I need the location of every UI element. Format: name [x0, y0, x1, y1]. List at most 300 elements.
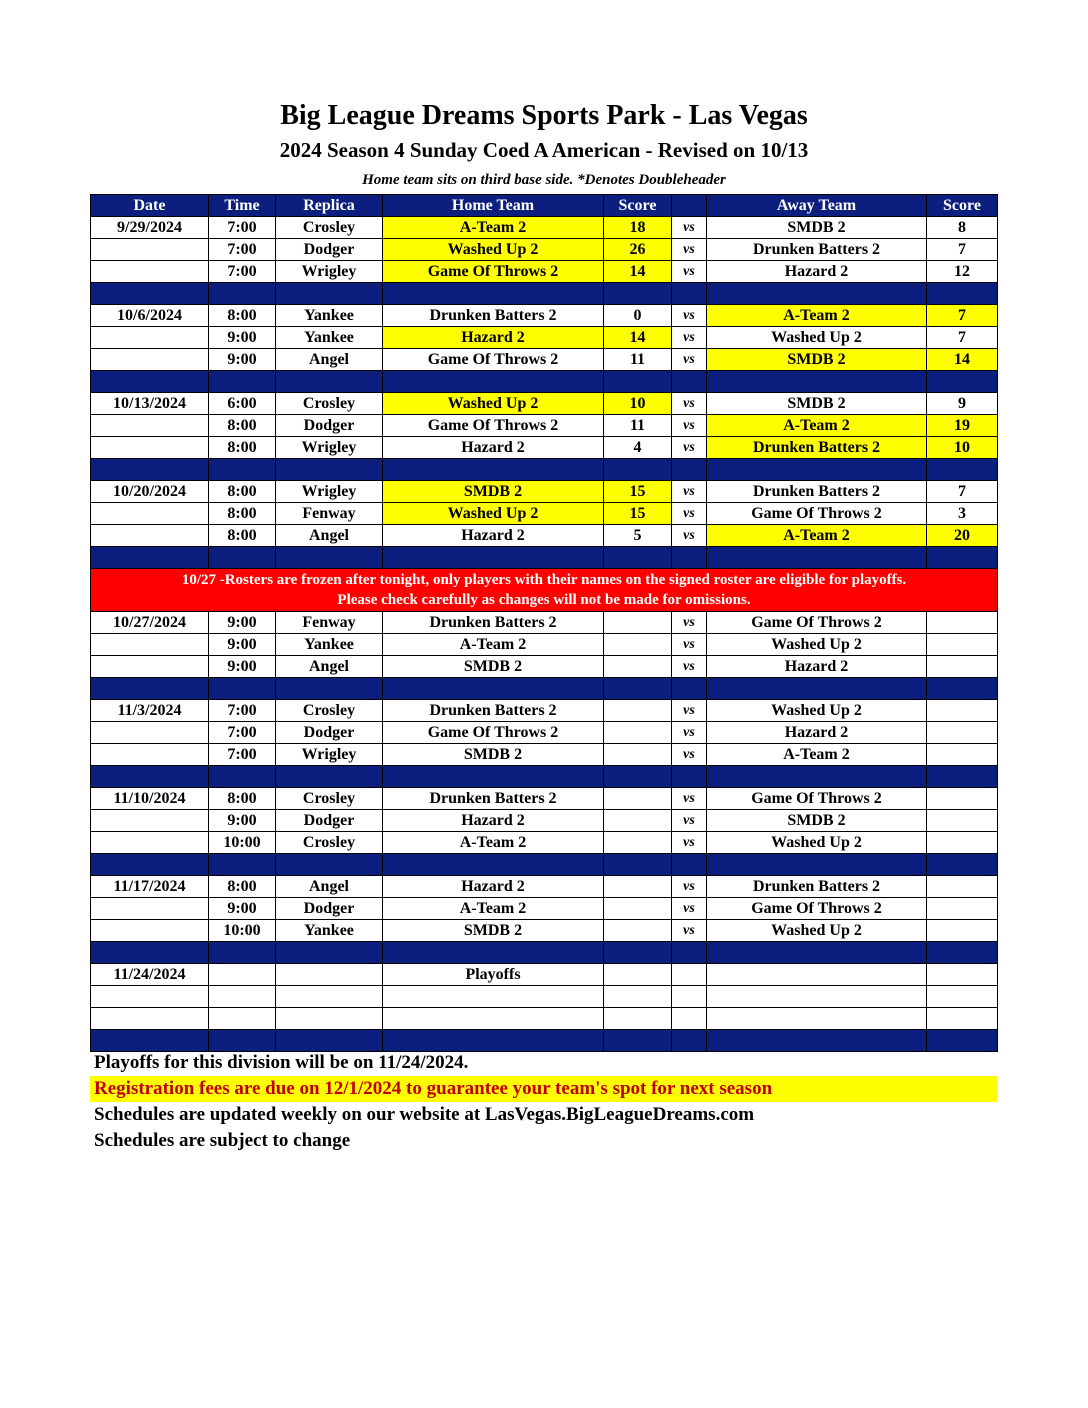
separator-cell	[672, 1030, 707, 1052]
home-score-cell	[604, 744, 672, 766]
time-cell: 7:00	[209, 744, 276, 766]
replica-cell: Crosley	[276, 700, 383, 722]
separator-cell	[707, 459, 927, 481]
vs-cell: vs	[672, 612, 707, 634]
separator-cell	[672, 547, 707, 569]
separator-cell	[604, 283, 672, 305]
separator-cell	[91, 1030, 209, 1052]
vs-cell: vs	[672, 503, 707, 525]
roster-notice	[91, 569, 998, 612]
page-subtitle: 2024 Season 4 Sunday Coed A American - Revised on 10/13	[279, 138, 809, 162]
time-cell: 8:00	[209, 876, 276, 898]
footer-playoffs	[90, 1050, 997, 1076]
col-header-home-team: Home Team	[383, 195, 604, 217]
time-cell: 8:00	[209, 437, 276, 459]
vs-cell: vs	[672, 305, 707, 327]
game-row	[91, 349, 998, 371]
home-team-cell: SMDB 2	[383, 920, 604, 942]
separator-cell	[276, 678, 383, 700]
home-score-cell: 26	[604, 239, 672, 261]
game-row	[91, 393, 998, 415]
separator-cell	[672, 283, 707, 305]
separator-cell	[672, 371, 707, 393]
date-cell	[91, 634, 209, 656]
separator-cell	[707, 547, 927, 569]
away-team-cell: A-Team 2	[707, 305, 927, 327]
separator-cell	[276, 766, 383, 788]
separator-cell	[383, 371, 604, 393]
away-score-cell	[927, 876, 998, 898]
home-score-cell: 0	[604, 305, 672, 327]
home-team-cell: SMDB 2	[383, 744, 604, 766]
time-cell: 7:00	[209, 700, 276, 722]
home-score-cell	[604, 722, 672, 744]
home-score-cell	[604, 700, 672, 722]
replica-cell: Angel	[276, 525, 383, 547]
replica-cell: Fenway	[276, 612, 383, 634]
separator-cell	[383, 459, 604, 481]
away-score-cell: 8	[927, 217, 998, 239]
game-row	[91, 327, 998, 349]
replica-cell: Wrigley	[276, 261, 383, 283]
footer-website	[90, 1102, 997, 1128]
game-row	[91, 744, 998, 766]
home-team-cell: Game Of Throws 2	[383, 349, 604, 371]
footer-registration	[90, 1076, 997, 1102]
separator-cell	[927, 547, 998, 569]
game-row	[91, 525, 998, 547]
time-cell: 7:00	[209, 239, 276, 261]
away-team-cell: Game Of Throws 2	[707, 788, 927, 810]
vs-cell: vs	[672, 393, 707, 415]
away-score-cell: 19	[927, 415, 998, 437]
separator-cell	[276, 942, 383, 964]
vs-cell	[672, 1008, 707, 1030]
home-team-cell: Hazard 2	[383, 876, 604, 898]
separator-cell	[707, 942, 927, 964]
date-cell	[91, 437, 209, 459]
separator-cell	[707, 283, 927, 305]
separator-cell	[383, 1030, 604, 1052]
replica-cell: Yankee	[276, 327, 383, 349]
home-team-cell: Hazard 2	[383, 525, 604, 547]
vs-cell: vs	[672, 525, 707, 547]
away-team-cell: A-Team 2	[707, 415, 927, 437]
separator-row	[91, 854, 998, 876]
away-score-cell: 12	[927, 261, 998, 283]
separator-cell	[707, 371, 927, 393]
away-score-cell	[927, 920, 998, 942]
replica-cell: Angel	[276, 656, 383, 678]
game-row	[91, 217, 998, 239]
vs-cell: vs	[672, 481, 707, 503]
home-team-cell: Playoffs	[383, 964, 604, 986]
home-score-cell: 15	[604, 503, 672, 525]
separator-cell	[276, 459, 383, 481]
separator-cell	[927, 766, 998, 788]
home-score-cell: 15	[604, 481, 672, 503]
vs-cell	[672, 986, 707, 1008]
game-row	[91, 898, 998, 920]
home-score-cell	[604, 920, 672, 942]
time-cell: 8:00	[209, 788, 276, 810]
home-team-cell: Drunken Batters 2	[383, 788, 604, 810]
time-cell: 8:00	[209, 415, 276, 437]
date-cell: 11/24/2024	[91, 964, 209, 986]
game-row	[91, 437, 998, 459]
home-score-cell: 18	[604, 217, 672, 239]
separator-cell	[383, 678, 604, 700]
home-score-cell: 5	[604, 525, 672, 547]
separator-cell	[672, 854, 707, 876]
replica-cell: Yankee	[276, 920, 383, 942]
date-cell: 11/17/2024	[91, 876, 209, 898]
time-cell	[209, 986, 276, 1008]
separator-cell	[672, 678, 707, 700]
date-cell	[91, 503, 209, 525]
home-team-cell: Drunken Batters 2	[383, 700, 604, 722]
separator-cell	[604, 459, 672, 481]
footer-registration-text: Registration fees are due on 12/1/2024 to guarantee your team's spot for next season	[94, 1078, 773, 1099]
vs-cell: vs	[672, 876, 707, 898]
away-score-cell	[927, 964, 998, 986]
away-team-cell: SMDB 2	[707, 393, 927, 415]
separator-cell	[604, 1030, 672, 1052]
away-team-cell: Washed Up 2	[707, 634, 927, 656]
separator-cell	[209, 942, 276, 964]
replica-cell: Dodger	[276, 722, 383, 744]
home-score-cell	[604, 986, 672, 1008]
away-team-cell: Drunken Batters 2	[707, 481, 927, 503]
separator-cell	[209, 283, 276, 305]
separator-cell	[91, 854, 209, 876]
vs-cell: vs	[672, 437, 707, 459]
date-cell	[91, 327, 209, 349]
vs-cell: vs	[672, 810, 707, 832]
away-team-cell: SMDB 2	[707, 810, 927, 832]
vs-cell: vs	[672, 832, 707, 854]
time-cell: 9:00	[209, 327, 276, 349]
home-team-cell: Game Of Throws 2	[383, 722, 604, 744]
separator-row	[91, 547, 998, 569]
separator-cell	[927, 678, 998, 700]
date-cell	[91, 239, 209, 261]
time-cell: 8:00	[209, 525, 276, 547]
home-team-cell	[383, 1008, 604, 1030]
game-row	[91, 481, 998, 503]
away-team-cell: Game Of Throws 2	[707, 898, 927, 920]
away-score-cell	[927, 810, 998, 832]
away-score-cell	[927, 612, 998, 634]
game-row	[91, 239, 998, 261]
date-cell	[91, 986, 209, 1008]
game-row	[91, 634, 998, 656]
away-team-cell: Washed Up 2	[707, 920, 927, 942]
separator-cell	[276, 371, 383, 393]
game-row	[91, 810, 998, 832]
game-row	[91, 415, 998, 437]
away-score-cell: 7	[927, 327, 998, 349]
home-score-cell: 14	[604, 261, 672, 283]
separator-row	[91, 678, 998, 700]
col-header-vs	[672, 195, 707, 217]
away-score-cell	[927, 986, 998, 1008]
vs-cell: vs	[672, 788, 707, 810]
time-cell: 9:00	[209, 612, 276, 634]
footer-website-text: Schedules are updated weekly on our website at LasVegas.BigLeagueDreams.com	[94, 1104, 755, 1125]
away-team-cell: Washed Up 2	[707, 700, 927, 722]
separator-cell	[604, 942, 672, 964]
date-cell: 11/10/2024	[91, 788, 209, 810]
separator-cell	[209, 371, 276, 393]
home-score-cell: 11	[604, 349, 672, 371]
game-row	[91, 876, 998, 898]
away-score-cell	[927, 898, 998, 920]
schedule-table	[90, 194, 998, 1052]
separator-cell	[276, 547, 383, 569]
time-cell: 9:00	[209, 810, 276, 832]
time-cell	[209, 1008, 276, 1030]
away-team-cell: Game Of Throws 2	[707, 612, 927, 634]
vs-cell: vs	[672, 634, 707, 656]
vs-cell: vs	[672, 415, 707, 437]
date-cell	[91, 898, 209, 920]
vs-cell: vs	[672, 700, 707, 722]
separator-cell	[672, 459, 707, 481]
vs-cell: vs	[672, 217, 707, 239]
home-score-cell	[604, 832, 672, 854]
away-score-cell: 14	[927, 349, 998, 371]
separator-cell	[383, 942, 604, 964]
away-score-cell: 20	[927, 525, 998, 547]
date-cell	[91, 415, 209, 437]
game-row	[91, 261, 998, 283]
separator-cell	[91, 547, 209, 569]
away-score-cell	[927, 1008, 998, 1030]
separator-cell	[604, 371, 672, 393]
away-team-cell	[707, 986, 927, 1008]
roster-notice-row	[91, 569, 998, 612]
separator-cell	[383, 766, 604, 788]
footer-playoffs-text: Playoffs for this division will be on 11/24/2024.	[94, 1052, 469, 1073]
roster-notice-line1: 10/27 -Rosters are frozen after tonight, only players with their names on the signed roster are eligible for playoffs.	[181, 572, 907, 588]
vs-cell: vs	[672, 239, 707, 261]
home-team-cell: A-Team 2	[383, 217, 604, 239]
home-team-cell: Washed Up 2	[383, 503, 604, 525]
home-score-cell	[604, 612, 672, 634]
time-cell: 9:00	[209, 656, 276, 678]
separator-cell	[707, 678, 927, 700]
replica-cell: Dodger	[276, 898, 383, 920]
away-team-cell: Drunken Batters 2	[707, 876, 927, 898]
date-cell: 10/6/2024	[91, 305, 209, 327]
replica-cell: Yankee	[276, 634, 383, 656]
footer-subject-text: Schedules are subject to change	[94, 1130, 351, 1151]
home-score-cell: 4	[604, 437, 672, 459]
date-cell	[91, 722, 209, 744]
col-header-away-team: Away Team	[707, 195, 927, 217]
separator-cell	[276, 1030, 383, 1052]
separator-cell	[276, 283, 383, 305]
separator-cell	[209, 1030, 276, 1052]
separator-cell	[604, 547, 672, 569]
away-score-cell: 10	[927, 437, 998, 459]
replica-cell: Crosley	[276, 393, 383, 415]
away-score-cell	[927, 832, 998, 854]
separator-cell	[707, 854, 927, 876]
away-score-cell: 9	[927, 393, 998, 415]
col-header-away-score: Score	[927, 195, 998, 217]
home-team-cell: Washed Up 2	[383, 239, 604, 261]
game-row	[91, 788, 998, 810]
separator-cell	[91, 283, 209, 305]
col-header-time: Time	[209, 195, 276, 217]
separator-cell	[383, 854, 604, 876]
separator-cell	[927, 283, 998, 305]
home-team-cell: Game Of Throws 2	[383, 261, 604, 283]
date-cell	[91, 656, 209, 678]
replica-cell: Wrigley	[276, 744, 383, 766]
separator-cell	[276, 854, 383, 876]
separator-cell	[707, 1030, 927, 1052]
away-score-cell	[927, 656, 998, 678]
separator-cell	[91, 766, 209, 788]
away-score-cell	[927, 700, 998, 722]
separator-row	[91, 283, 998, 305]
table-header-row	[91, 195, 998, 217]
away-team-cell: Washed Up 2	[707, 832, 927, 854]
date-cell: 9/29/2024	[91, 217, 209, 239]
game-row	[91, 656, 998, 678]
replica-cell: Angel	[276, 349, 383, 371]
date-cell	[91, 744, 209, 766]
separator-row	[91, 371, 998, 393]
replica-cell	[276, 986, 383, 1008]
time-cell: 9:00	[209, 349, 276, 371]
away-team-cell	[707, 1008, 927, 1030]
replica-cell	[276, 1008, 383, 1030]
page-title: Big League Dreams Sports Park - Las Vegas	[280, 100, 808, 131]
col-header-replica: Replica	[276, 195, 383, 217]
separator-cell	[91, 459, 209, 481]
vs-cell: vs	[672, 261, 707, 283]
separator-cell	[91, 371, 209, 393]
separator-cell	[91, 942, 209, 964]
away-team-cell: A-Team 2	[707, 525, 927, 547]
home-score-cell: 10	[604, 393, 672, 415]
home-team-cell: Drunken Batters 2	[383, 305, 604, 327]
separator-cell	[927, 1030, 998, 1052]
home-team-cell: SMDB 2	[383, 481, 604, 503]
vs-cell: vs	[672, 898, 707, 920]
date-cell	[91, 1008, 209, 1030]
col-header-date: Date	[91, 195, 209, 217]
game-row	[91, 832, 998, 854]
home-score-cell	[604, 810, 672, 832]
date-cell	[91, 261, 209, 283]
replica-cell: Wrigley	[276, 481, 383, 503]
away-score-cell: 7	[927, 305, 998, 327]
home-score-cell	[604, 898, 672, 920]
time-cell: 7:00	[209, 261, 276, 283]
game-row	[91, 722, 998, 744]
away-team-cell: Washed Up 2	[707, 327, 927, 349]
separator-row	[91, 942, 998, 964]
replica-cell: Crosley	[276, 788, 383, 810]
vs-cell: vs	[672, 920, 707, 942]
replica-cell: Dodger	[276, 810, 383, 832]
vs-cell: vs	[672, 349, 707, 371]
home-score-cell	[604, 634, 672, 656]
separator-row	[91, 766, 998, 788]
home-team-cell: Drunken Batters 2	[383, 612, 604, 634]
home-score-cell	[604, 1008, 672, 1030]
home-team-cell: SMDB 2	[383, 656, 604, 678]
schedule-note: Home team sits on third base side. *Denotes Doubleheader	[362, 172, 726, 188]
away-team-cell: Hazard 2	[707, 722, 927, 744]
date-cell: 11/3/2024	[91, 700, 209, 722]
separator-cell	[91, 678, 209, 700]
home-score-cell	[604, 656, 672, 678]
separator-cell	[604, 854, 672, 876]
date-cell	[91, 349, 209, 371]
separator-cell	[604, 766, 672, 788]
separator-cell	[927, 371, 998, 393]
table-row	[91, 1008, 998, 1030]
vs-cell: vs	[672, 327, 707, 349]
time-cell: 9:00	[209, 634, 276, 656]
away-score-cell	[927, 722, 998, 744]
vs-cell: vs	[672, 722, 707, 744]
home-team-cell: Hazard 2	[383, 327, 604, 349]
date-cell	[91, 525, 209, 547]
date-cell: 10/20/2024	[91, 481, 209, 503]
separator-cell	[672, 942, 707, 964]
replica-cell: Dodger	[276, 415, 383, 437]
footer-subject	[90, 1128, 997, 1154]
time-cell: 6:00	[209, 393, 276, 415]
home-score-cell: 11	[604, 415, 672, 437]
time-cell: 8:00	[209, 305, 276, 327]
date-cell	[91, 810, 209, 832]
separator-row	[91, 1030, 998, 1052]
replica-cell: Fenway	[276, 503, 383, 525]
home-team-cell: Hazard 2	[383, 810, 604, 832]
away-team-cell: Hazard 2	[707, 656, 927, 678]
game-row	[91, 305, 998, 327]
replica-cell: Crosley	[276, 217, 383, 239]
away-team-cell: Drunken Batters 2	[707, 239, 927, 261]
date-cell: 10/13/2024	[91, 393, 209, 415]
separator-row	[91, 459, 998, 481]
game-row	[91, 920, 998, 942]
time-cell: 8:00	[209, 481, 276, 503]
separator-cell	[383, 547, 604, 569]
time-cell: 7:00	[209, 722, 276, 744]
replica-cell: Wrigley	[276, 437, 383, 459]
separator-cell	[927, 854, 998, 876]
away-team-cell	[707, 964, 927, 986]
away-score-cell	[927, 788, 998, 810]
time-cell: 9:00	[209, 898, 276, 920]
away-team-cell: SMDB 2	[707, 217, 927, 239]
game-row	[91, 612, 998, 634]
home-team-cell: A-Team 2	[383, 634, 604, 656]
away-team-cell: Hazard 2	[707, 261, 927, 283]
table-row	[91, 986, 998, 1008]
time-cell	[209, 964, 276, 986]
away-team-cell: A-Team 2	[707, 744, 927, 766]
